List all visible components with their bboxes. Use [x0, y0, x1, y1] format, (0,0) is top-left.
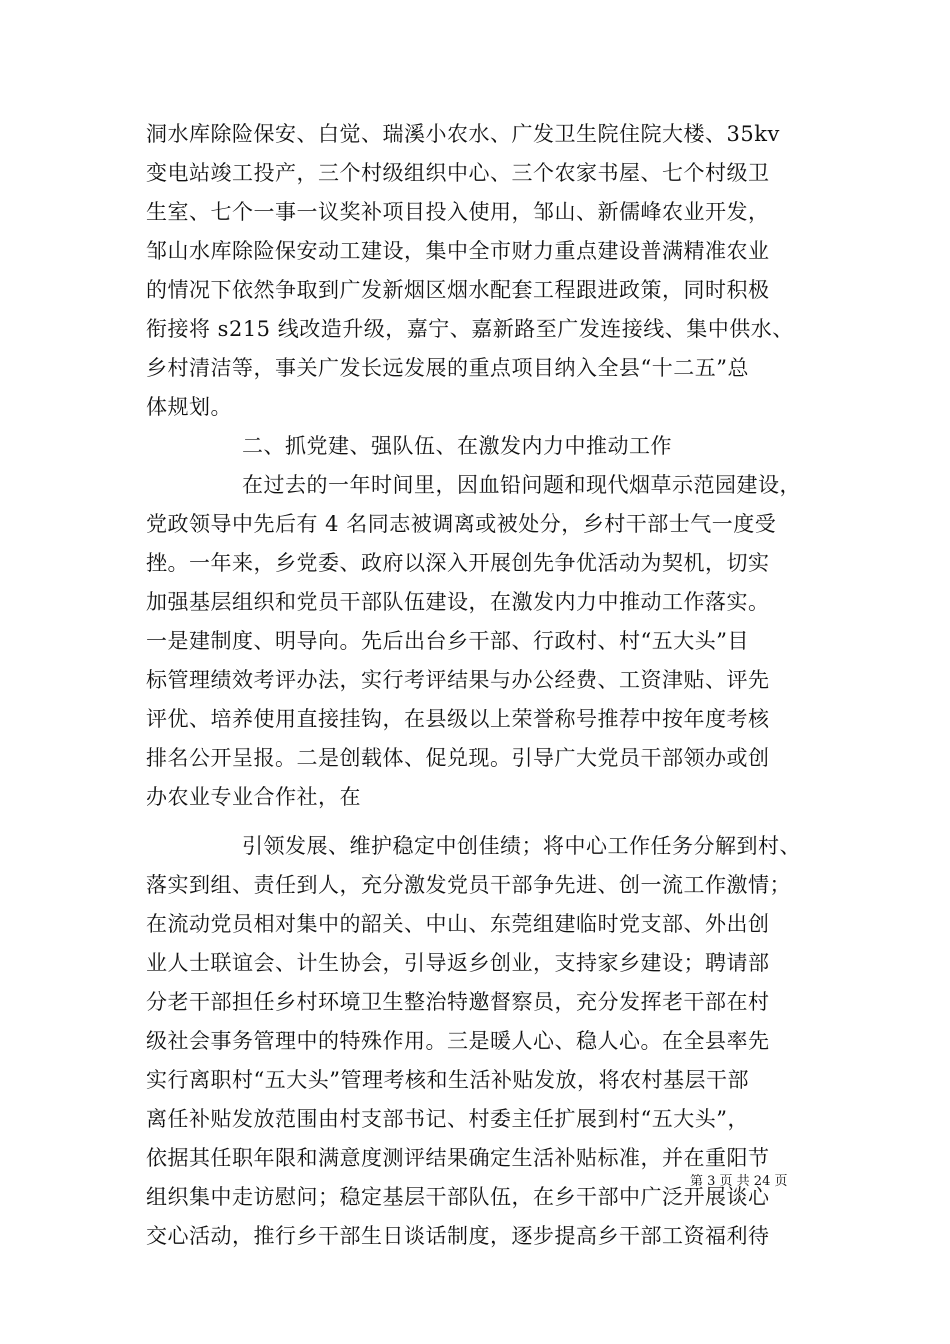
- text-line: 级社会事务管理中的特殊作用。三是暖人心、稳人心。在全县率先: [146, 1029, 770, 1053]
- text-line: 标管理绩效考评办法，实行考评结果与办公经费、工资津贴、评先: [146, 668, 770, 692]
- text-line: 的情况下依然争取到广发新烟区烟水配套工程跟进政策，同时积极: [146, 278, 770, 302]
- text-line: 洞水库除险保安、白觉、瑞溪小农水、广发卫生院住院大楼、35kv: [146, 122, 780, 146]
- text-line: 生室、七个一事一议奖补项目投入使用，邹山、新儒峰农业开发，: [146, 200, 770, 224]
- text-line: 实行离职村“五大头”管理考核和生活补贴发放，将农村基层干部: [146, 1068, 749, 1092]
- text-line: 落实到组、责任到人，充分激发党员干部争先进、创一流工作激情；: [146, 873, 791, 897]
- text-line: 挫。一年来，乡党委、政府以深入开展创先争优活动为契机，切实: [146, 551, 770, 575]
- text-line: 组织集中走访慰问；稳定基层干部队伍，在乡干部中广泛开展谈心: [146, 1185, 770, 1209]
- text-line: 体规划。: [146, 395, 232, 419]
- text-line: 办农业专业合作社，在: [146, 785, 361, 809]
- text-line: 变电站竣工投产，三个村级组织中心、三个农家书屋、七个村级卫: [146, 161, 770, 185]
- text-line: 加强基层组织和党员干部队伍建设，在激发内力中推动工作落实。: [146, 590, 770, 614]
- text-line: 引领发展、维护稳定中创佳绩；将中心工作任务分解到村、: [242, 834, 801, 858]
- text-line: 在流动党员相对集中的韶关、中山、东莞组建临时党支部、外出创: [146, 912, 770, 936]
- section-heading: 二、抓党建、强队伍、在激发内力中推动工作: [242, 434, 672, 458]
- text-line: 评优、培养使用直接挂钩，在县级以上荣誉称号推荐中按年度考核: [146, 707, 770, 731]
- text-line: 交心活动，推行乡干部生日谈话制度，逐步提高乡干部工资福利待: [146, 1224, 770, 1248]
- text-line: 依据其任职年限和满意度测评结果确定生活补贴标准，并在重阳节: [146, 1146, 770, 1170]
- page-number: 第 3 页 共 24 页: [690, 1174, 788, 1189]
- text-line: 分老干部担任乡村环境卫生整治特邀督察员，充分发挥老干部在村: [146, 990, 770, 1014]
- text-line: 一是建制度、明导向。先后出台乡干部、行政村、村“五大头”目: [146, 629, 749, 653]
- text-line: 排名公开呈报。二是创载体、促兑现。引导广大党员干部领办或创: [146, 746, 770, 770]
- text-line: 党政领导中先后有 4 名同志被调离或被处分，乡村干部士气一度受: [146, 512, 777, 536]
- text-line: 离任补贴发放范围由村支部书记、村委主任扩展到村“五大头”，: [146, 1107, 749, 1131]
- text-line: 乡村清洁等，事关广发长远发展的重点项目纳入全县“十二五”总: [146, 356, 749, 380]
- text-line: 在过去的一年时间里，因血铅问题和现代烟草示范园建设，: [242, 473, 801, 497]
- text-line: 邹山水库除险保安动工建设，集中全市财力重点建设普满精准农业: [146, 239, 770, 263]
- text-line: 衔接将 s215 线改造升级，嘉宁、嘉新路至广发连接线、集中供水、: [146, 317, 794, 341]
- text-line: 业人士联谊会、计生协会，引导返乡创业，支持家乡建设；聘请部: [146, 951, 770, 975]
